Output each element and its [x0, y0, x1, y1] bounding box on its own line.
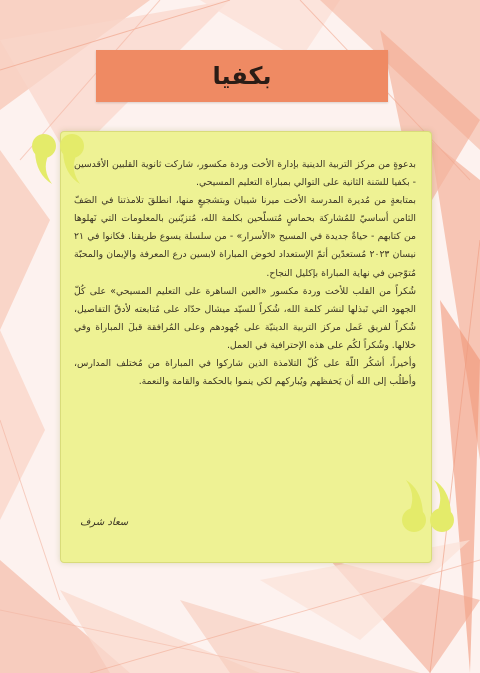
- page-title: بكفيا: [212, 62, 272, 90]
- article-body: [74, 156, 416, 391]
- close-quote-icon: [396, 476, 456, 538]
- title-banner: [96, 50, 388, 102]
- paragraph: وأخيراً، أشكُر اللّهَ على كُلّ التلامذة الذين شاركوا في المباراة من مُختلف المدارس، وأطلُب إلى الله أن يَحفظهم ويُباركهم لكي ينموا بالحكمة والقامة والنعمة.: [74, 358, 416, 388]
- paragraph: بدعوةٍ من مركز التربية الدينية بإدارة الأخت وردة مكسور، شاركت ثانوية القلبين الأقدسين - بكفيا للسَنة الثانية على التوالي بمباراة التعليم المسيحي.: [74, 159, 416, 189]
- signature: سعاد شرف: [80, 517, 129, 528]
- paragraph: شُكراً من القلب للأخت وردة مكسور «العين الساهرة على التعليم المسيحي» على كُلّ الجهود التي تَبذلها لنشر كلمة الله، شُكراً للسيّد ميشال حدّاد على مُتابعته لأدقّ التفاصيل، شُكراً لفريق عَمل مركز التربية الدينيّة على جُهودهم وعلى المُرافقة قبلَ المباراة وفي خلالها. وشُكراً لكُم على هذه الإحترافية في العمل.: [74, 285, 416, 351]
- paragraph: بمتابعةٍ من مُديرة المدرسة الأخت ميرنا شيبان وبتشجيعٍ منها، انطلقَ تلامذتنا في الصَفّ الثامن أساسيّ للمُشاركة بحماسٍ مُتسلّحين بكلمة الله، مُتزيّنين بالمعلومات التي نَهلوها من كتابهم - حياةٌ جديدة في المسيح «الأسرار» - من سلسلة يسوع طريقنا. فكانوا في ٢١ نيسان ٢٠٢٣ مُستعدّين أتمّ الإستعداد لخوض المباراة لابسين درع المعرفة والإيمان والمحبّة مُتوّجين في نهاية المباراة بإكليل النجاح.: [74, 195, 416, 279]
